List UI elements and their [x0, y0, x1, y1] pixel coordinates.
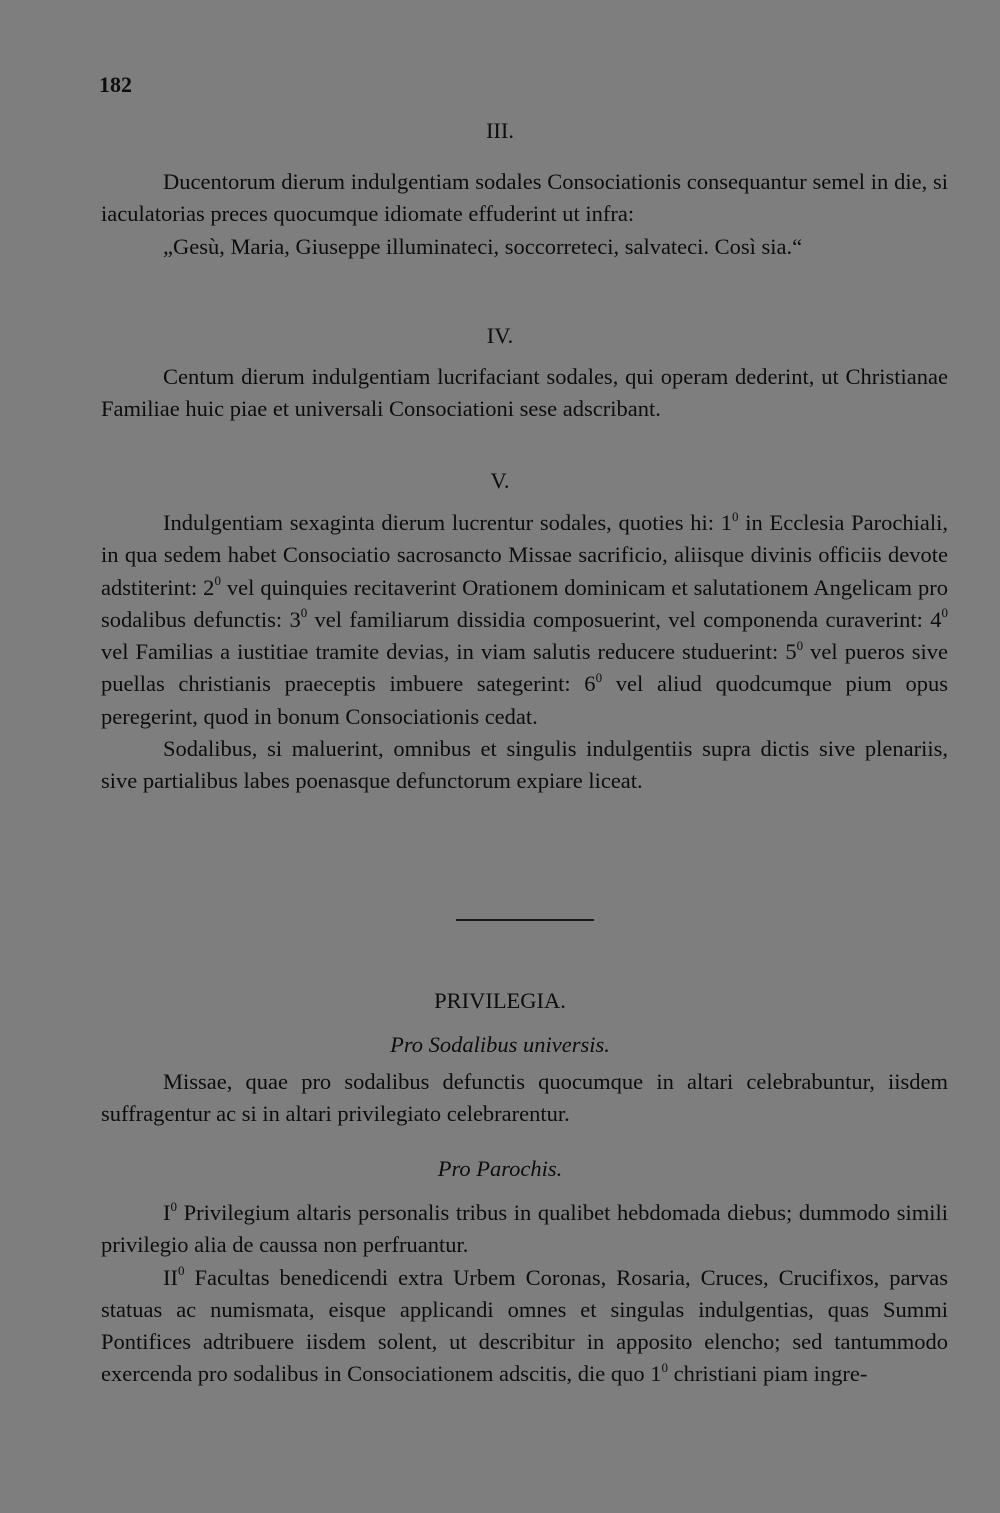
privilegia-title: PRIVILEGIA.: [434, 988, 566, 1013]
privilegium-item-2: $II^0$ Facultas benedicendi extra Urbem Coronas, Rosaria, Cruces, Crucifixos, parvas statuas ac numismata, eisque applicandi omnes et singulas indulgentias, quas Summi Pontifices adtribuere iisdem solent, ut describitur in apposito elencho; sed tantummodo exercenda pro sodalibus in Consociationem adscitis, die quo $1^0$ christiani piam ingre-: [101, 1263, 948, 1387]
section-v-paragraph-1: Indulgentiam sexaginta dierum lucrentur sodales, quoties hi: $1^0$ in Ecclesia Parochiali, in qua sedem habet Consociatio sacrosancto Missae sacrificio, aliisque divinis officiis devote adstiterint: $2^0$ vel quinquies recitaverint Orationem dominicam et salutationem Angelicam pro sodalibus defunctis: $3^0$ vel familiarum dissidia composuerint, vel componenda curaverint: $4^0$ vel Familias a iustitiae tramite devias, in viam salutis reducere studuerint: $5^0$ vel pueros sive puellas christianis praeceptis imbuere sategerint: $6^0$ vel aliud quodcumque pium opus peregerint, quod in bonum Consociationis cedat.: [101, 508, 949, 729]
section-heading-v: V.: [490, 468, 510, 493]
section-iii-prayer: „Gesù, Maria, Giuseppe illuminateci, soccorreteci, salvateci. Così sia.“: [163, 233, 803, 259]
privilegia-subtitle-sodales: Pro Sodalibus universis.: [390, 1032, 610, 1057]
section-heading-iv: IV.: [486, 323, 514, 348]
privilegia-sodales-body: [101, 1066, 948, 1131]
section-divider: [456, 919, 594, 921]
section-iii-body: [101, 166, 948, 263]
section-iv-body: [101, 361, 948, 426]
privilegia-subtitle-parochi: Pro Parochis.: [437, 1156, 563, 1181]
section-iii-paragraph: Ducentorum dierum indulgentiam sodales Consociationis consequantur semel in die, si iaculatorias preces quocumque idiomate effuderint ut infra:: [101, 169, 948, 227]
privilegia-parochi-body: [101, 1197, 948, 1391]
section-v-paragraph-2: Sodalibus, si maluerint, omnibus et singulis indulgentiis supra dictis sive plenariis, sive partialibus labes poenasque defunctorum expiare liceat.: [101, 736, 948, 794]
section-heading-iii: III.: [485, 118, 515, 143]
page-number: 182: [99, 72, 132, 97]
section-v-body: [101, 507, 948, 798]
privilegium-item-1: $I^0$ Privilegium altaris personalis tribus in qualibet hebdomada diebus; dummodo simili privilegio alia de caussa non perfruantur.: [101, 1198, 948, 1258]
privilegia-sodales-paragraph: Missae, quae pro sodalibus defunctis quocumque in altari celebrabuntur, iisdem suffragentur ac si in altari privilegiato celebrarentur.: [101, 1069, 948, 1127]
section-iv-paragraph: Centum dierum indulgentiam lucrifaciant sodales, qui operam dederint, ut Christianae Familiae huic piae et universali Consociationi sese adscribant.: [101, 364, 948, 422]
